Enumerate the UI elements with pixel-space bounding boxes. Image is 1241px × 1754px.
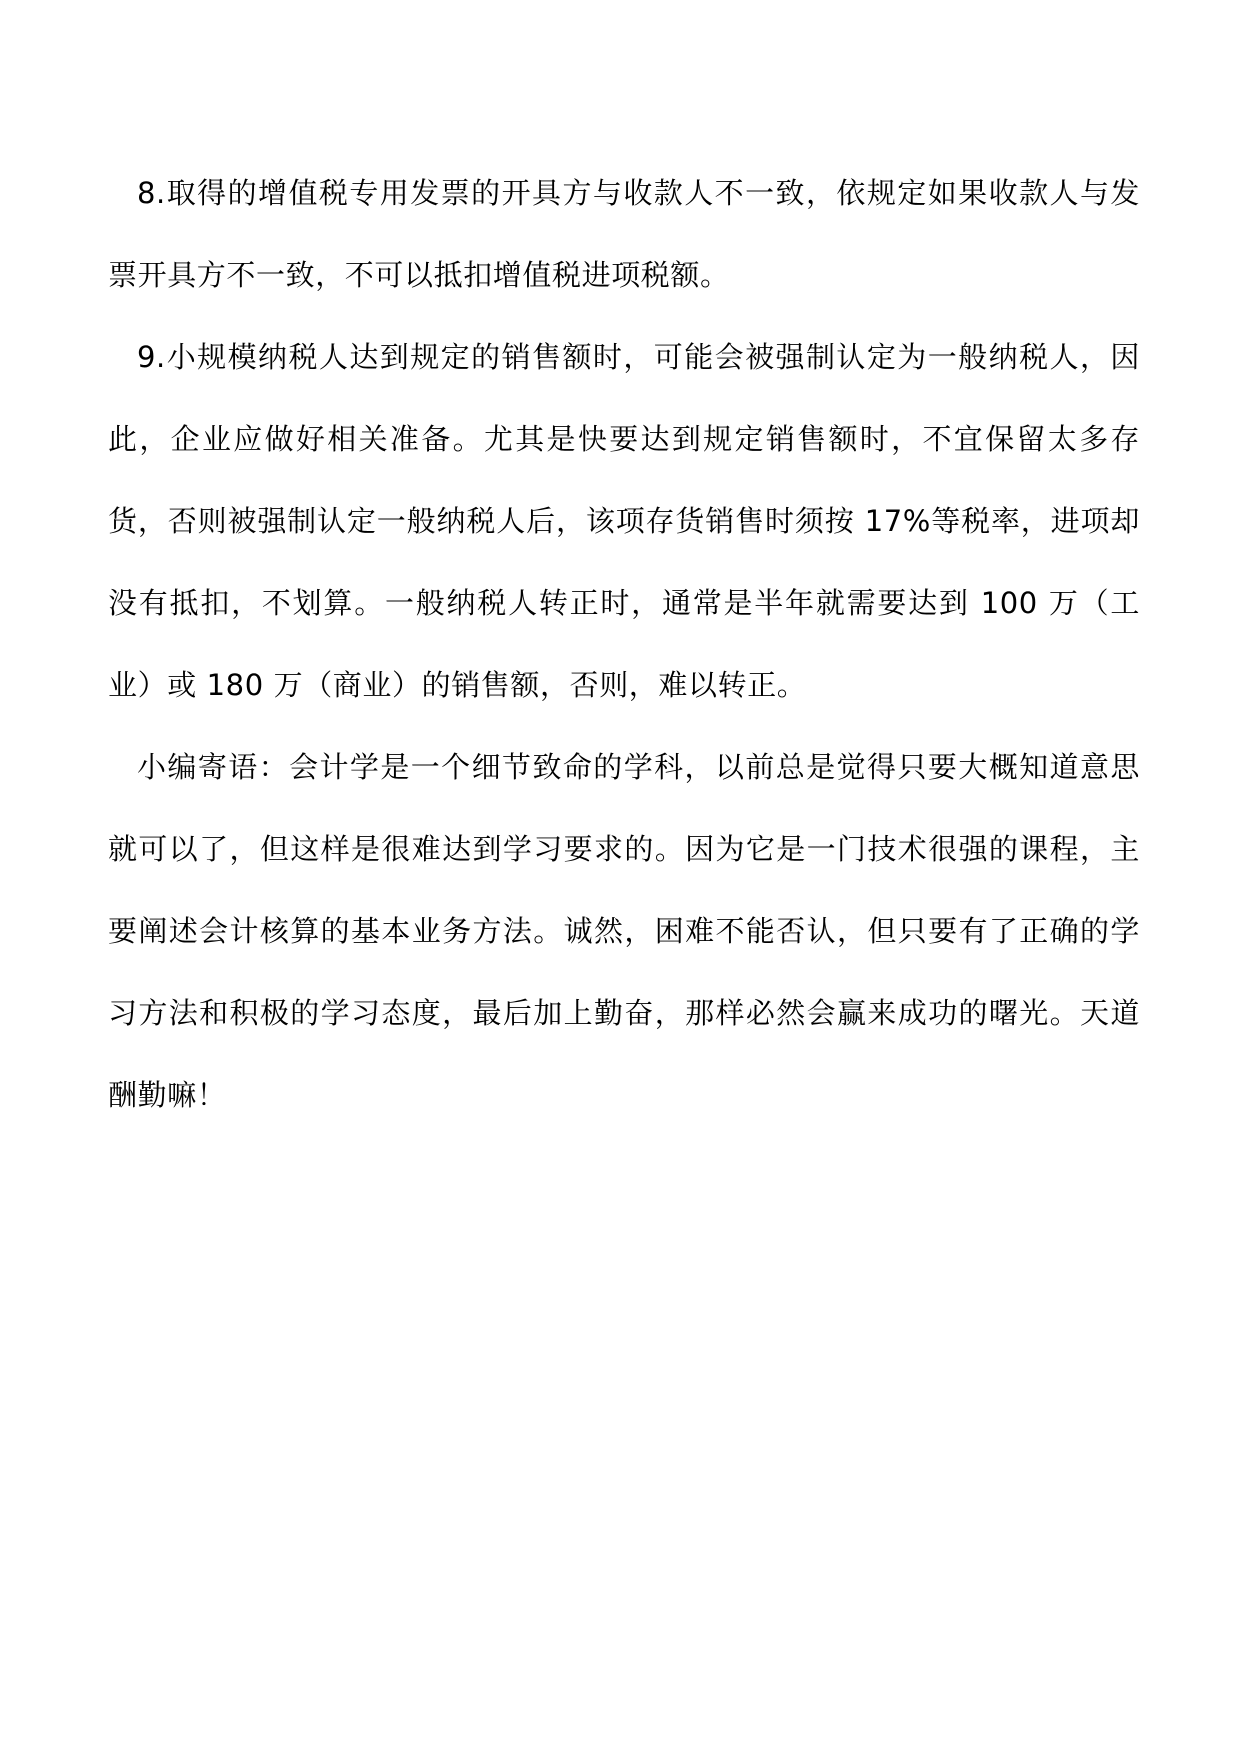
paragraph-item-8: 8.取得的增值税专用发票的开具方与收款人不一致，依规定如果收款人与发票开具方不一致，不可以抵扣增值税进项税额。	[108, 176, 1140, 292]
paragraph-item-9: 9.小规模纳税人达到规定的销售额时，可能会被强制认定为一般纳税人，因此，企业应做好相关准备。尤其是快要达到规定销售额时，不宜保留太多存货，否则被强制认定一般纳税人后，该项存货销售时须按 17%等税率，进项却没有抵扣，不划算。一般纳税人转正时，通常是半年就需要达到 100 万（工业）或 180 万（商业）的销售额，否则，难以转正。	[108, 340, 1140, 702]
editor-note-paragraph: 小编寄语：会计学是一个细节致命的学科，以前总是觉得只要大概知道意思就可以了，但这样是很难达到学习要求的。因为它是一门技术很强的课程，主要阐述会计核算的基本业务方法。诚然，困难不能否认，但只要有了正确的学习方法和积极的学习态度，最后加上勤奋，那样必然会赢来成功的曙光。天道酬勤嘛！	[108, 750, 1140, 1112]
document-body	[108, 152, 1140, 1136]
